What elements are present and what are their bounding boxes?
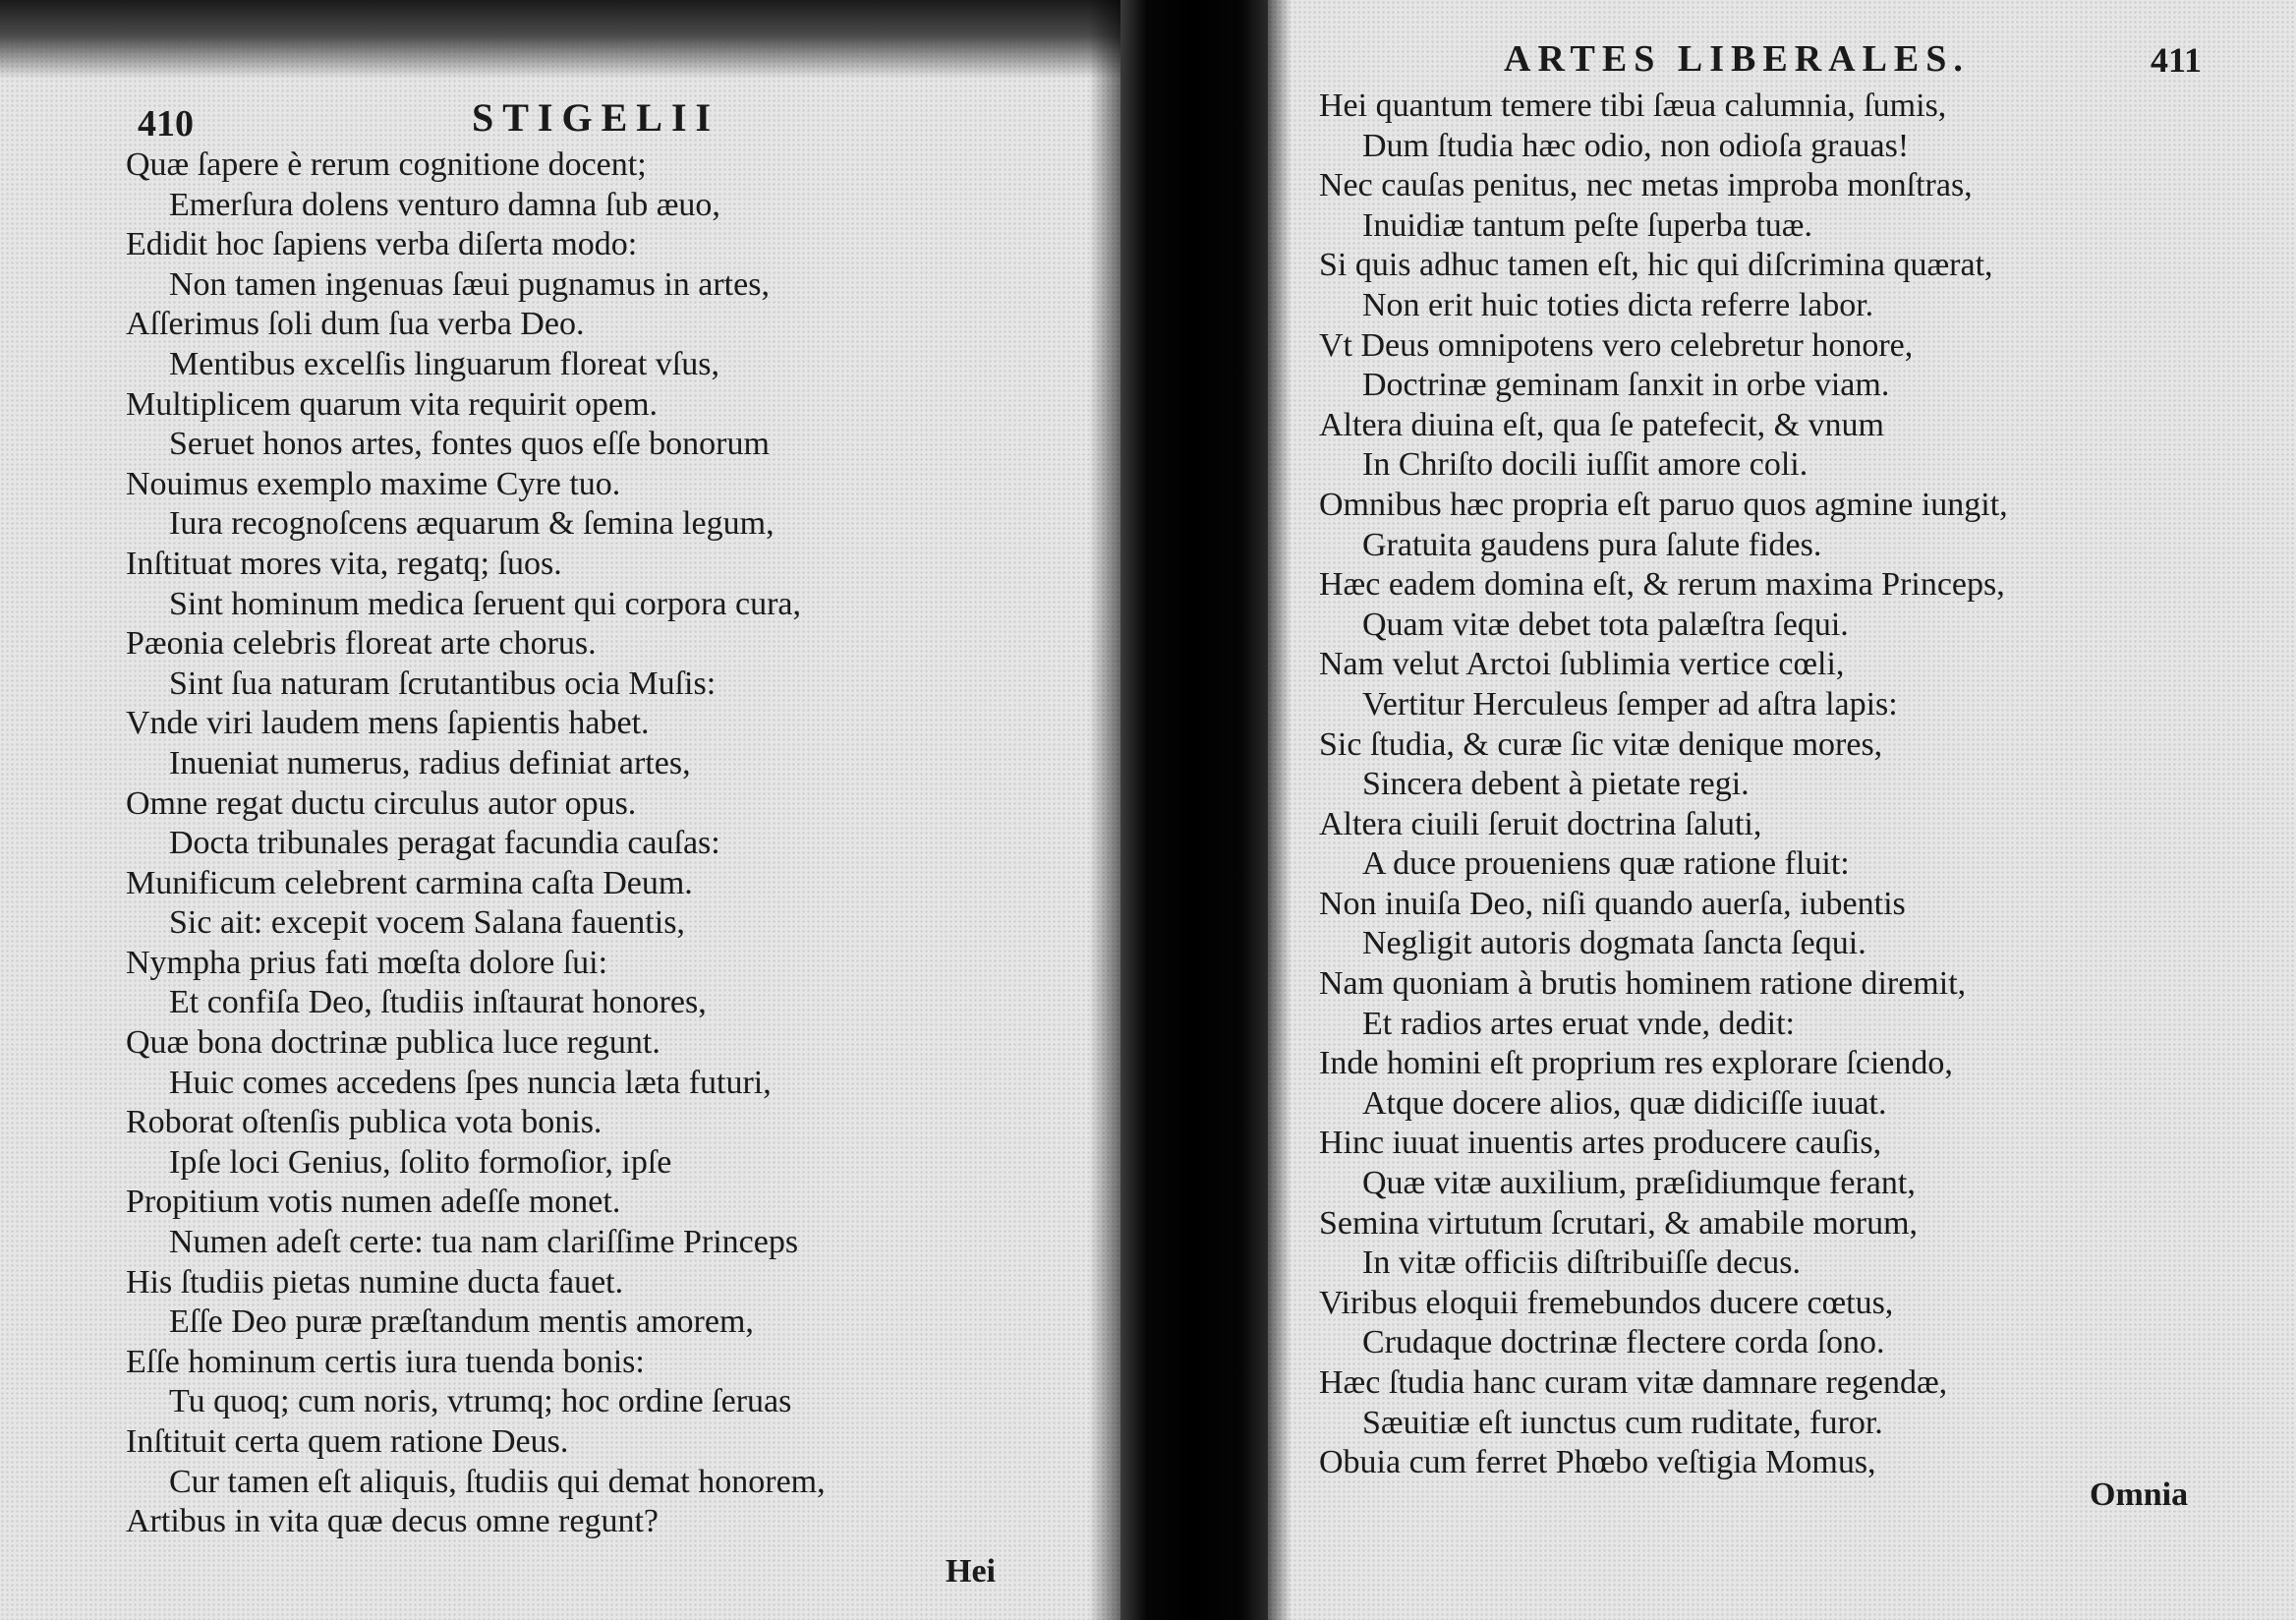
verse-line: Pæonia celebris floreat arte chorus. [126,625,597,663]
catchword: Hei [946,1553,996,1590]
verse-line: Inde homini eſt proprium res explorare ſciendo, [1319,1045,1953,1082]
verse-line: Nympha prius fati mœſta dolore ſui: [126,944,608,981]
left-page [0,0,1120,1620]
verse-line: His ſtudiis pietas numine ducta fauet. [126,1263,624,1301]
verse-line: Edidit hoc ſapiens verba diſerta modo: [126,226,638,263]
verse-line: Altera ciuili ſeruit doctrina ſaluti, [1319,805,1762,842]
verse-line: Ipſe loci Genius, ſolito formoſior, ipſe [169,1143,672,1181]
verse-line: Cur tamen eſt aliquis, ſtudiis qui demat honorem, [169,1463,826,1500]
verse-line: Nouimus exemplo maxime Cyre tuo. [126,465,621,502]
verse-line: Non inuiſa Deo, niſi quando auerſa, iubentis [1319,885,1906,922]
verse-line: Semina virtutum ſcrutari, & amabile morum, [1319,1204,1919,1242]
verse-line: Omne regat ductu circulus autor opus. [126,784,637,822]
verse-line: Roborat oſtenſis publica vota bonis. [126,1104,603,1141]
top-edge-shadow [0,0,1120,79]
verse-line: Propitium votis numen adeſſe monet. [126,1184,621,1221]
verse-line: Negligit autoris dogmata ſancta ſequi. [1362,925,1866,962]
gutter-shadow [1089,0,1120,1620]
verse-line: Multiplicem quarum vita requirit opem. [126,385,659,423]
verse-line: Eſſe Deo puræ præſtandum mentis amorem, [169,1303,754,1341]
right-page [1268,0,2296,1620]
catchword: Omnia [2090,1476,2189,1513]
verse-line: Quæ ſapere è rerum cognitione docent; [126,146,647,183]
verse-line: Gratuita gaudens pura ſalute fides. [1362,526,1822,563]
verse-line: Hæc ſtudia hanc curam vitæ damnare regendæ, [1319,1364,1948,1401]
verse-line: Doctrinæ geminam ſanxit in orbe viam. [1362,367,1890,404]
verse-line: Hæc eadem domina eſt, & rerum maxima Princeps, [1319,566,2005,604]
verse-line: Hinc iuuat inuentis artes producere cauſis, [1319,1125,1882,1162]
page-number: 411 [2151,40,2203,80]
verse-line: Vnde viri laudem mens ſapientis habet. [126,705,650,742]
verse-line: Non erit huic toties dicta referre labor. [1362,286,1874,323]
running-head: ARTES LIBERALES. [1504,38,1970,80]
verse-line: Aſſerimus ſoli dum ſua verba Deo. [126,306,585,343]
verse-line: Nam quoniam à brutis hominem ratione diremit, [1319,965,1967,1003]
verse-line: Nam velut Arctoi ſublimia vertice cœli, [1319,646,1845,683]
verse-line: Sint hominum medica ſeruent qui corpora cura, [169,585,801,622]
verse-line: In Chriſto docili iuſſit amore coli. [1362,446,1808,484]
verse-line: Non tamen ingenuas ſæui pugnamus in artes, [169,265,770,303]
verse-line: Altera diuina eſt, qua ſe patefecit, & vnum [1319,406,1884,443]
verse-line: Munificum celebrent carmina caſta Deum. [126,864,693,901]
book-gutter [1120,0,1268,1620]
verse-line: Et confiſa Deo, ſtudiis inſtaurat honores, [169,984,707,1021]
verse-line: Omnibus hæc propria eſt paruo quos agmine iungit, [1319,486,2008,523]
running-head: STIGELII [472,95,720,140]
verse-line: Nec cauſas penitus, nec metas improba monſtras, [1319,167,1973,204]
verse-line: In vitæ officiis diſtribuiſſe decus. [1362,1244,1802,1282]
verse-line: Inſtituit certa quem ratione Deus. [126,1423,569,1460]
verse-line: Sic ait: excepit vocem Salana fauentis, [169,904,685,942]
verse-line: Quam vitæ debet tota palæſtra ſequi. [1362,606,1849,643]
verse-line: Si quis adhuc tamen eſt, hic qui diſcrimina quærat, [1319,247,1993,284]
verse-line: Sæuitiæ eſt iunctus cum ruditate, furor. [1362,1404,1883,1441]
verse-line: Mentibus excelſis linguarum floreat vſus, [169,345,719,382]
verse-line: Sincera debent à pietate regi. [1362,766,1750,803]
verse-line: Docta tribunales peragat facundia cauſas: [169,825,720,862]
verse-list [126,145,826,1542]
verse-line: Hei quantum temere tibi ſæua calumnia, ſumis, [1319,87,1947,124]
verse-line: Huic comes accedens ſpes nuncia læta futuri, [169,1064,772,1101]
verse-line: Obuia cum ferret Phœbo veſtigia Momus, [1319,1444,1876,1481]
verse-line: Tu quoq; cum noris, vtrumq; hoc ordine ſeruas [169,1383,792,1420]
gutter-shadow [1268,0,1292,1620]
verse-line: Atque docere alios, quæ didiciſſe iuuat. [1362,1084,1887,1122]
verse-line: Inueniat numerus, radius definiat artes, [169,744,691,781]
verse-line: Inuidiæ tantum peſte ſuperba tuæ. [1362,206,1812,244]
verse-list [1319,87,2008,1483]
verse-line: Dum ſtudia hæc odio, non odioſa grauas! [1362,127,1910,164]
verse-line: Emerſura dolens venturo damna ſub æuo, [169,186,720,223]
verse-line: Sint ſua naturam ſcrutantibus ocia Muſis: [169,665,717,702]
verse-line: Seruet honos artes, fontes quos eſſe bonorum [169,426,770,463]
verse-line: Eſſe hominum certis iura tuenda bonis: [126,1343,645,1380]
verse-line: Quæ vitæ auxilium, præſidiumque ferant, [1362,1165,1916,1202]
verse-line: Vertitur Herculeus ſemper ad aſtra lapis: [1362,685,1898,723]
verse-line: Inſtituat mores vita, regatq; ſuos. [126,545,562,582]
verse-line: Iura recognoſcens æquarum & ſemina legum, [169,505,775,543]
verse-line: Viribus eloquii fremebundos ducere cœtus, [1319,1284,1894,1321]
verse-line: Numen adeſt certe: tua nam clariſſime Princeps [169,1224,799,1261]
verse-line: A duce proueniens quæ ratione fluit: [1362,845,1850,883]
page-number: 410 [138,103,194,145]
verse-line: Et radios artes eruat vnde, dedit: [1362,1005,1795,1042]
verse-line: Vt Deus omnipotens vero celebretur honore, [1319,326,1914,364]
verse-line: Artibus in vita quæ decus omne regunt? [126,1503,660,1540]
verse-line: Quæ bona doctrinæ publica luce regunt. [126,1024,660,1062]
verse-line: Crudaque doctrinæ flectere corda ſono. [1362,1324,1885,1361]
verse-line: Sic ſtudia, & curæ ſic vitæ denique mores, [1319,725,1883,763]
